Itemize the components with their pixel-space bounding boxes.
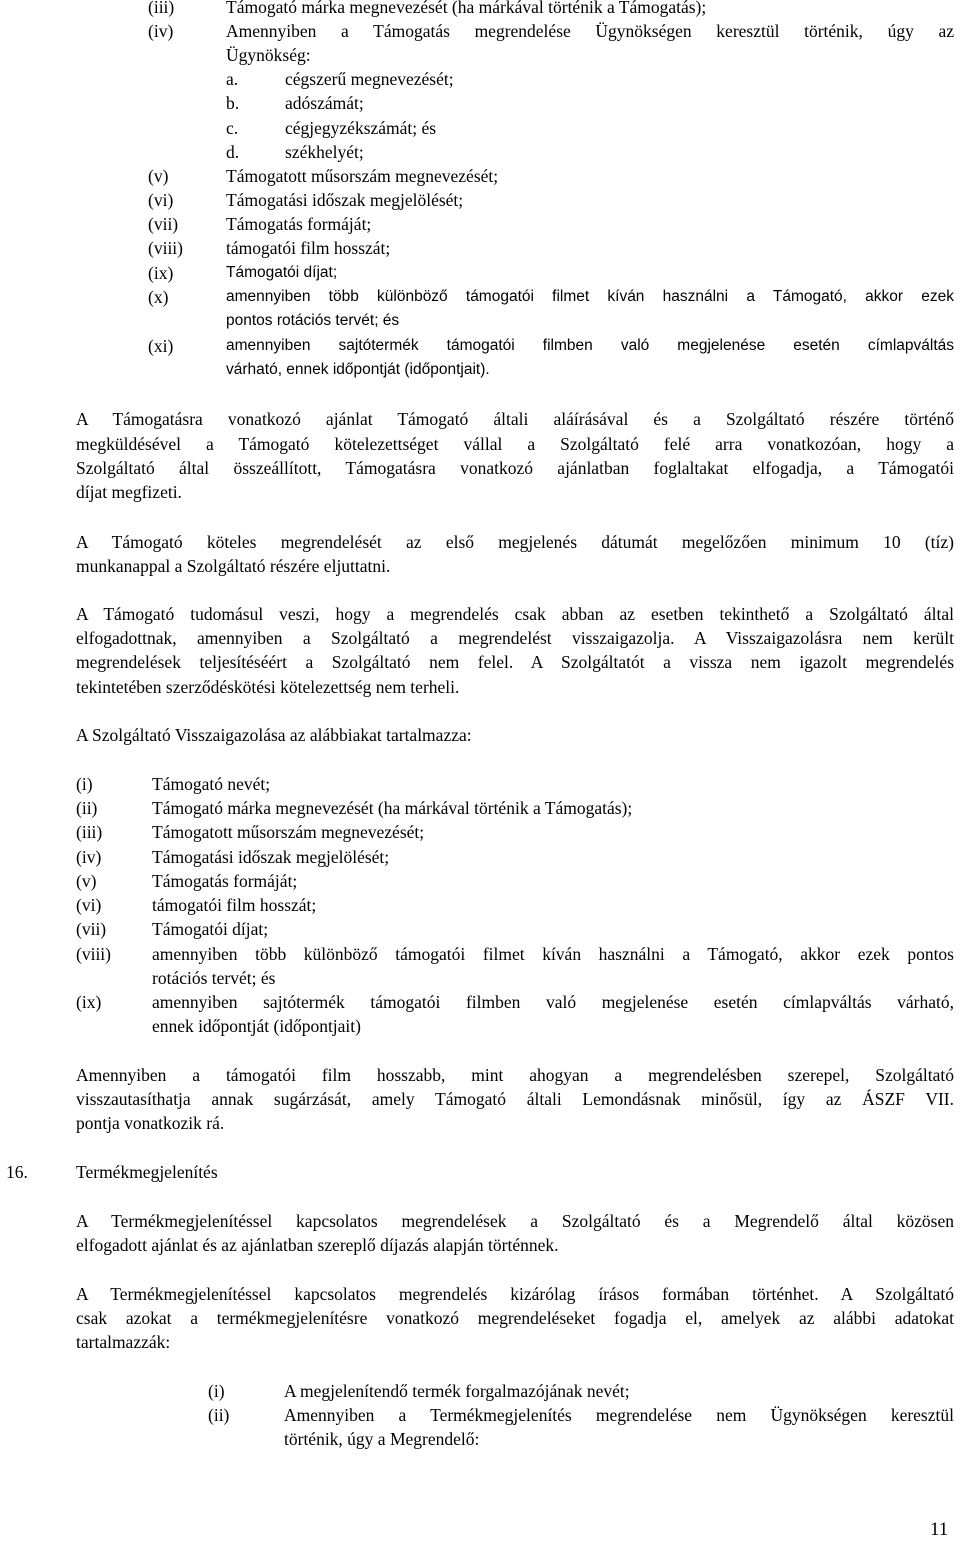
list-item-text: Amennyiben a Támogatás megrendelése Ügynökségen keresztül történik, úgy az — [226, 21, 954, 41]
list-item-text: Támogatási időszak megjelölését; — [226, 190, 464, 210]
list-item-text: Támogatás formáját; — [152, 871, 298, 891]
list-item-text: Támogatói díjat; — [226, 264, 338, 281]
list-item-text: Támogató márka megnevezését (ha márkával történik a Támogatás); — [226, 0, 707, 17]
list-item-text: Támogatott műsorszám megnevezését; — [152, 822, 425, 842]
paragraph-line: munkanappal a Szolgáltató részére eljuttatni. — [76, 556, 391, 576]
list-item-text: pontos rotációs tervét; és — [226, 312, 400, 329]
paragraph-confirmation-intro: A Szolgáltató Visszaigazolása az alábbiakat tartalmazza: — [76, 725, 472, 745]
sublist-text: székhelyét; — [285, 142, 364, 162]
list-item-number: (iii) — [76, 822, 103, 842]
list-item-text: Támogatás formáját; — [226, 214, 372, 234]
paragraph-line: megrendelések teljesítéséért a Szolgáltató nem felel. A Szolgáltatót a vissza nem igazolt megrendelés — [76, 652, 954, 672]
list-item-text: Támogatási időszak megjelölését; — [152, 847, 390, 867]
list-item-text: amennyiben sajtótermék támogatói filmben való megjelenése esetén címlapváltás várható, — [152, 992, 954, 1012]
list-item-text: támogatói film hosszát; — [152, 895, 317, 915]
list-item-text: amennyiben több különböző támogatói filmet kíván használni a Támogató, akkor ezek — [226, 288, 954, 305]
paragraph-line: Szolgáltató által összeállított, Támogatásra vonatkozó ajánlatban foglaltakat elfogadja, a Támogatói — [76, 458, 954, 478]
list-item-number: (v) — [76, 871, 97, 891]
paragraph-line: A Támogató tudomásul veszi, hogy a megrendelés csak abban az esetben tekinthető a Szolgáltató által — [76, 604, 954, 624]
paragraph-line: A Támogatásra vonatkozó ajánlat Támogató általi aláírásával és a Szolgáltató részére történő — [76, 409, 954, 429]
list-item-text: Ügynökség: — [226, 45, 311, 65]
list-item-number: (i) — [76, 774, 93, 794]
list-item-number: (ii) — [208, 1405, 230, 1425]
list-item-number: (vii) — [76, 919, 107, 939]
paragraph-line: díjat megfizeti. — [76, 482, 182, 502]
list-item-number: (iii) — [148, 0, 175, 17]
paragraph-line: tartalmazzák: — [76, 1332, 171, 1352]
paragraph-line: A Termékmegjelenítéssel kapcsolatos megrendelések a Szolgáltató és a Megrendelő által közösen — [76, 1211, 954, 1231]
paragraph-line: A Termékmegjelenítéssel kapcsolatos megrendelés kizárólag írásos formában történhet. A Szolgáltató — [76, 1284, 954, 1304]
list-item-number: (ix) — [76, 992, 102, 1012]
sublist-letter: b. — [226, 93, 240, 113]
list-item-text: amennyiben több különböző támogatói filmet kíván használni a Támogató, akkor ezek pontos — [152, 944, 954, 964]
list-item-text: történik, úgy a Megrendelő: — [284, 1429, 480, 1449]
section-number: 16. — [6, 1162, 28, 1182]
list-item-number: (vi) — [76, 895, 102, 915]
list-item-text: amennyiben sajtótermék támogatói filmben való megjelenése esetén címlapváltás — [226, 337, 954, 354]
list-item-number: (vii) — [148, 214, 179, 234]
list-item-number: (iv) — [76, 847, 102, 867]
paragraph-line: elfogadott ajánlat és az ajánlatban szereplő díjazás alapján történnek. — [76, 1235, 559, 1255]
sublist-text: cégszerű megnevezését; — [285, 69, 454, 89]
list-item-number: (vi) — [148, 190, 174, 210]
list-item-text: várható, ennek időpontját (időpontjait). — [226, 361, 490, 378]
list-item-text: Támogató márka megnevezését (ha márkával történik a Támogatás); — [152, 798, 633, 818]
list-item-text: A megjelenítendő termék forgalmazójának nevét; — [284, 1381, 630, 1401]
list-item-text: támogatói film hosszát; — [226, 238, 391, 258]
paragraph-line: megküldésével a Támogató kötelezettséget vállal a Szolgáltató felé arra vonatkozóan, hogy a — [76, 434, 954, 454]
paragraph-line: A Támogató köteles megrendelését az első megjelenés dátumát megelőzően minimum 10 (tíz) — [76, 532, 954, 552]
list-item-text: ennek időpontját (időpontjait) — [152, 1016, 361, 1036]
list-item-text: rotációs tervét; és — [152, 968, 276, 988]
sublist-text: adószámát; — [285, 93, 364, 113]
paragraph-line: tekintetében szerződéskötési kötelezettség nem terheli. — [76, 677, 460, 697]
list-item-text: Támogatói díjat; — [152, 919, 269, 939]
list-item-number: (xi) — [148, 336, 174, 356]
list-item-number: (viii) — [148, 238, 183, 258]
list-item-text: Támogatott műsorszám megnevezését; — [226, 166, 499, 186]
sublist-text: cégjegyzékszámát; és — [285, 118, 437, 138]
list-item-text: Támogató nevét; — [152, 774, 271, 794]
list-item-text: Amennyiben a Termékmegjelenítés megrendelése nem Ügynökségen keresztül — [284, 1405, 954, 1425]
paragraph-line: Amennyiben a támogatói film hosszabb, mint ahogyan a megrendelésben szerepel, Szolgáltató — [76, 1065, 954, 1085]
list-item-number: (x) — [148, 287, 169, 307]
list-item-number: (iv) — [148, 21, 174, 41]
sublist-letter: a. — [226, 69, 239, 89]
paragraph-line: csak azokat a termékmegjelenítésre vonatkozó megrendeléseket fogadja el, amelyek az alábbi adatokat — [76, 1308, 954, 1328]
sublist-letter: c. — [226, 118, 239, 138]
paragraph-line: pontja vonatkozik rá. — [76, 1113, 225, 1133]
sublist-letter: d. — [226, 142, 240, 162]
paragraph-line: visszautasíthatja annak sugárzását, amely Támogató általi Lemondásnak minősül, így az ÁSZF VII. — [76, 1089, 954, 1109]
list-item-number: (viii) — [76, 944, 111, 964]
paragraph-line: elfogadottnak, amennyiben a Szolgáltató a megrendelést visszaigazolja. A Visszaigazolásra nem került — [76, 628, 954, 648]
section-title: Termékmegjelenítés — [76, 1162, 218, 1182]
list-item-number: (i) — [208, 1381, 225, 1401]
page-number: 11 — [930, 1519, 949, 1540]
list-item-number: (ix) — [148, 263, 174, 283]
list-item-number: (v) — [148, 166, 169, 186]
list-item-number: (ii) — [76, 798, 98, 818]
